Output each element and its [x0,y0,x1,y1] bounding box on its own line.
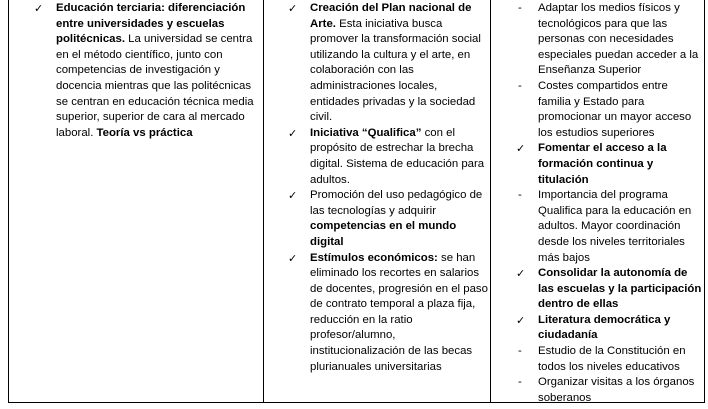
body-text: se han eliminado los recortes en salarios de docentes, progresión en el paso de contrato temporal a plaza fija, reducción en la ratio profesor/alumno, institucionalización de las becas plurianuales universitarias [310,251,488,373]
bold-text: Creación del Plan nacional de Arte. [310,2,472,30]
table-border-right [704,0,705,403]
body-text: Estudio de la Constitución en todos los niveles educativos [538,345,686,373]
body-text: Costes compartidos entre familia y Estado para promocionar un mayor acceso los estudios superiores [538,79,692,139]
list-item [516,375,702,406]
dash-bullet: - [518,189,522,202]
bold-text: Fomentar el acceso a la formación continua y titulación [538,142,667,186]
list-item [34,1,260,141]
bold-text: competencias en el mundo digital [310,220,457,248]
list-item [516,141,702,188]
list-item [288,1,488,126]
checkmark-icon: ✓ [516,267,526,281]
checkmark-icon: ✓ [288,126,298,140]
body-text: Adaptar los medios físicos y tecnológicos para que las personas con necesidades especiales puedan acceder a la Enseñanza Superior [538,2,699,77]
table-border-left [8,0,9,403]
body-text: con el propósito de estrechar la brecha digital. Sistema de educación para adultos. [310,126,485,186]
list-item [516,344,702,375]
bold-text: Estímulos económicos: [310,251,438,264]
bold-text: Educación terciaria: diferenciación entre universidades y escuelas politécnicas. [56,2,246,46]
list-item [516,188,702,266]
checkmark-icon: ✓ [34,2,44,15]
bold-text: Consolidar la autonomía de las escuelas y la participación dentro de ellas [538,267,702,311]
list-item [288,126,488,188]
list-item [288,251,488,376]
dash-bullet: - [518,376,522,389]
column-3-cell [516,1,702,406]
column-divider-1 [263,0,264,403]
checkmark-icon: ✓ [288,251,298,265]
checkmark-icon: ✓ [516,142,526,156]
list-item [516,1,702,79]
body-text: Promoción del uso pedagógico de las tecnologías y adquirir [310,189,483,217]
list-item [516,266,702,313]
bold-text: Teoría vs práctica [96,126,193,139]
body-text: Organizar visitas a los órganos soberanos [538,376,695,404]
column-divider-2 [490,0,491,403]
body-text: La universidad se centra en el método científico, junto con competencias de investigación y docencia mientras que las politécnicas se centran en educación técnica media superior, superior de cara al mercado laboral. [56,33,254,139]
list-item [516,313,702,344]
list-item [516,79,702,141]
checkmark-icon: ✓ [288,189,298,203]
dash-bullet: - [518,79,522,92]
list-item [288,188,488,250]
checkmark-icon: ✓ [516,313,526,327]
body-text: Importancia del programa Qualifica para la educación en adultos. Mayor coordinación desde los niveles territoriales más bajos [538,189,692,264]
dash-bullet: - [518,345,522,358]
column-1-cell [34,1,260,141]
body-text: Esta iniciativa busca promover la transformación social utilizando la cultura y el arte, en colaboración con las administraciones locales, entidades privadas y la sociedad civil. [310,17,481,124]
checkmark-icon: ✓ [288,2,298,15]
column-2-cell [288,1,488,375]
dash-bullet: - [518,2,522,14]
bold-text: Iniciativa “Qualifica” [310,126,422,139]
bold-text: Literatura democrática y ciudadanía [538,313,671,342]
